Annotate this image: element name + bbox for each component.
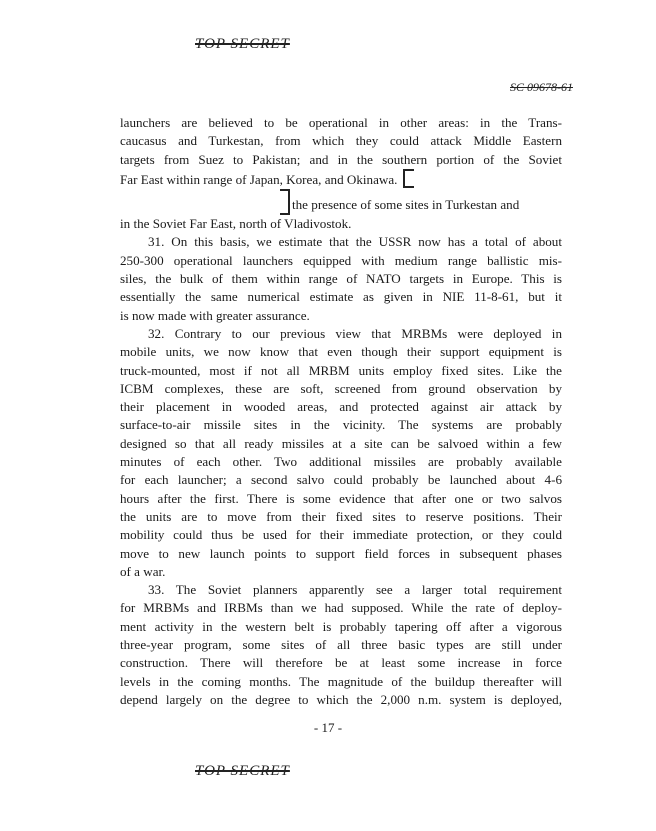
text-line: of a war. [120,563,166,579]
text-line: is now made with greater assurance. [120,307,310,323]
text-line: caucasus and Turkestan, from which they could attack Middle Eastern [120,133,562,149]
text-line: ICBM complexes, these are soft, screened from ground observation by [120,380,562,396]
text-line: mobile units, we now know that even though their support equipment is [120,344,562,360]
text-line [120,169,562,189]
redaction-bracket-close [280,189,290,215]
text-line-content: Far East within range of Japan, Korea, and Okinawa. [120,171,398,187]
text-line: depend largely on the degree to which the 2,000 n.m. system is deployed, [120,691,562,707]
text-line: 33. The Soviet planners apparently see a larger total requirement [148,582,562,598]
text-line: 250-300 operational launchers equipped with medium range ballistic mis- [120,252,562,268]
text-line: in the Soviet Far East, north of Vladivostok. [120,216,352,232]
text-line: designed so that all ready missiles at a site can be salvoed within a few [120,435,562,451]
control-number: SC 09678-61 [510,80,573,94]
text-line: essentially the same numerical estimate as given in NIE 11-8-61, but it [120,289,562,305]
redaction-bracket-open [403,169,414,188]
text-line: launchers are believed to be operational in other areas: in the Trans- [120,115,562,130]
paragraph-continued [120,114,562,233]
classification-marking-top: TOP SECRET [195,36,290,52]
text-line: ment activity in the western belt is probably tapering off after a vigorous [120,618,562,634]
text-line-content: the presence of some sites in Turkestan and [292,197,520,213]
page-number: - 17 - [313,720,343,735]
text-line: for each launcher; a second salvo could probably be launched about 4-6 [120,472,562,488]
text-line: construction. There will therefore be at least some increase in force [120,655,562,671]
text-line: the units are to move from their fixed sites to reserve positions. Their [120,508,562,524]
text-line: their placement in wooded areas, and protected against air attack by [120,399,562,415]
text-line [120,189,562,215]
text-line: for MRBMs and IRBMs than we had supposed. While the rate of deploy- [120,600,562,616]
text-line: minutes of each other. Two additional missiles are probably available [120,454,562,470]
text-line: levels in the coming months. The magnitude of the buildup thereafter will [120,673,562,689]
text-line: 31. On this basis, we estimate that the USSR now has a total of about [148,234,562,250]
text-line: truck-mounted, most if not all MRBM units employ fixed sites. Like the [120,362,562,378]
paragraph-33 [120,581,562,709]
text-line: 32. Contrary to our previous view that MRBMs were deployed in [148,325,562,341]
text-line: hours after the first. There is some evidence that after one or two salvos [120,490,562,506]
text-line: three-year program, some sites of all three basic types are still under [120,637,562,653]
text-line: mobility could thus be used for their immediate protection, or they could [120,527,562,543]
text-line: siles, the bulk of them within range of NATO targets in Europe. This is [120,271,562,287]
paragraph-32 [120,325,562,581]
text-line: targets from Suez to Pakistan; and in the southern portion of the Soviet [120,151,562,167]
document-body [120,114,562,709]
paragraph-31 [120,233,562,324]
classification-marking-bottom: TOP SECRET [195,763,290,779]
text-line: move to new launch points to support field forces in subsequent phases [120,545,562,561]
text-line: surface-to-air missile sites in the vicinity. The systems are probably [120,417,562,433]
